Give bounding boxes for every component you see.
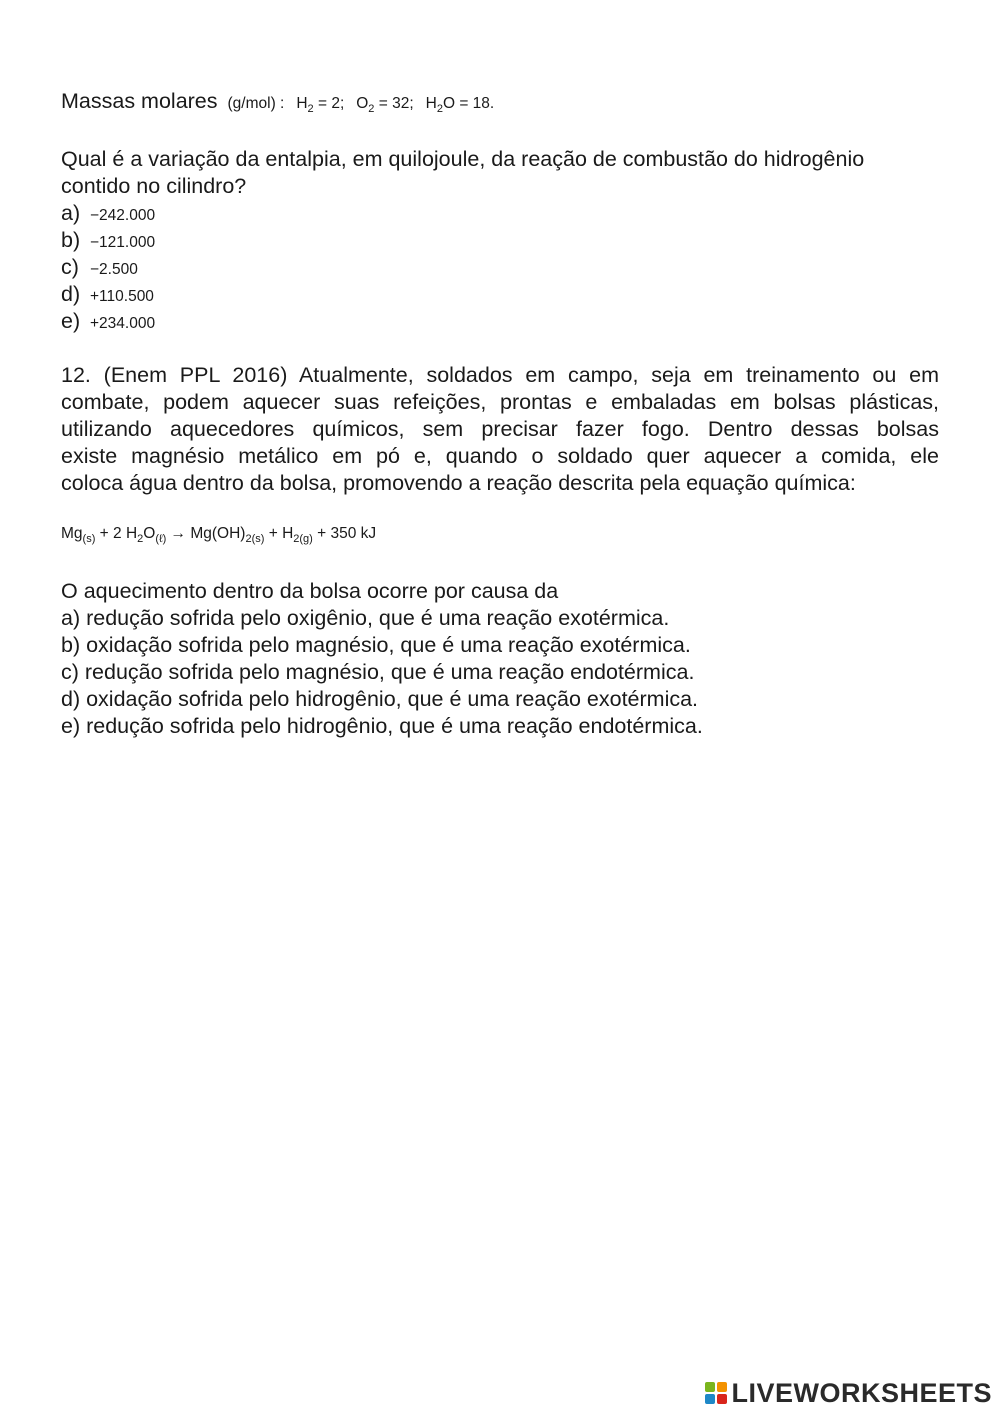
liveworksheets-brand[interactable] [705, 1378, 992, 1408]
h2-mass: $H_2 = 2$; [296, 95, 345, 115]
q12-paragraph-line-1: 12. (Enem PPL 2016) Atualmente, soldados em campo, seja em treinamento ou em [61, 363, 939, 387]
logo-square-blue [705, 1394, 715, 1404]
option-value: −242.000 [90, 207, 156, 224]
option-letter: c) [61, 255, 79, 279]
q12-paragraph-line-3: utilizando aquecedores químicos, sem precisar fazer fogo. Dentro dessas bolsas [61, 417, 939, 441]
q12-prompt: O aquecimento dentro da bolsa ocorre por causa da [61, 579, 559, 603]
option-letter: b) [61, 228, 81, 252]
option-value: −121.000 [90, 234, 156, 251]
molar-masses-label: Massas molares [61, 89, 218, 113]
chemical-equation: $Mg_{(s)} + 2$ $H_2O_{(\ell)} \to Mg(OH)_{2(s)} + H_{2(g)} + 350$ kJ [61, 525, 377, 545]
q12-option-b[interactable]: b) oxidação sofrida pelo magnésio, que é uma reação exotérmica. [61, 633, 691, 657]
o2-mass: $O_2 = 32$; [356, 95, 414, 115]
logo-square-red [717, 1394, 727, 1404]
q12-paragraph-line-2: combate, podem aquecer suas refeições, prontas e embaladas em bolsas plásticas, [61, 390, 939, 414]
q11-option-e[interactable] [61, 308, 155, 337]
q11-option-d[interactable] [61, 281, 154, 310]
q11-option-b[interactable] [61, 227, 155, 256]
brand-name: LIVEWORKSHEETS [731, 1377, 992, 1408]
molar-masses-unit: (g/mol) : [227, 95, 285, 112]
q11-option-a[interactable] [61, 200, 155, 229]
option-value: +110.500 [90, 288, 154, 305]
h2o-mass: $H_2O = 18$. [425, 95, 495, 115]
option-letter: e) [61, 309, 81, 333]
q12-option-d[interactable]: d) oxidação sofrida pelo hidrogênio, que é uma reação exotérmica. [61, 687, 699, 711]
q11-question-line-2: contido no cilindro? [61, 174, 247, 198]
logo-square-green [705, 1382, 715, 1392]
q11-question-line-1: Qual é a variação da entalpia, em quilojoule, da reação de combustão do hidrogênio [61, 147, 865, 171]
liveworksheets-logo-icon [705, 1382, 727, 1404]
option-letter: a) [61, 201, 81, 225]
option-value: +234.000 [90, 315, 156, 332]
q12-option-a[interactable]: a) redução sofrida pelo oxigênio, que é uma reação exotérmica. [61, 606, 670, 630]
q11-option-c[interactable] [61, 254, 138, 283]
q12-paragraph-line-5: coloca água dentro da bolsa, promovendo a reação descrita pela equação química: [61, 471, 856, 495]
option-value: −2.500 [90, 261, 138, 278]
molar-masses-line [61, 88, 494, 117]
option-letter: d) [61, 282, 81, 306]
q12-paragraph-line-4: existe magnésio metálico em pó e, quando o soldado quer aquecer a comida, ele [61, 444, 939, 468]
q12-option-c[interactable]: c) redução sofrida pelo magnésio, que é uma reação endotérmica. [61, 660, 695, 684]
logo-square-orange [717, 1382, 727, 1392]
q12-option-e[interactable]: e) redução sofrida pelo hidrogênio, que é uma reação endotérmica. [61, 714, 703, 738]
